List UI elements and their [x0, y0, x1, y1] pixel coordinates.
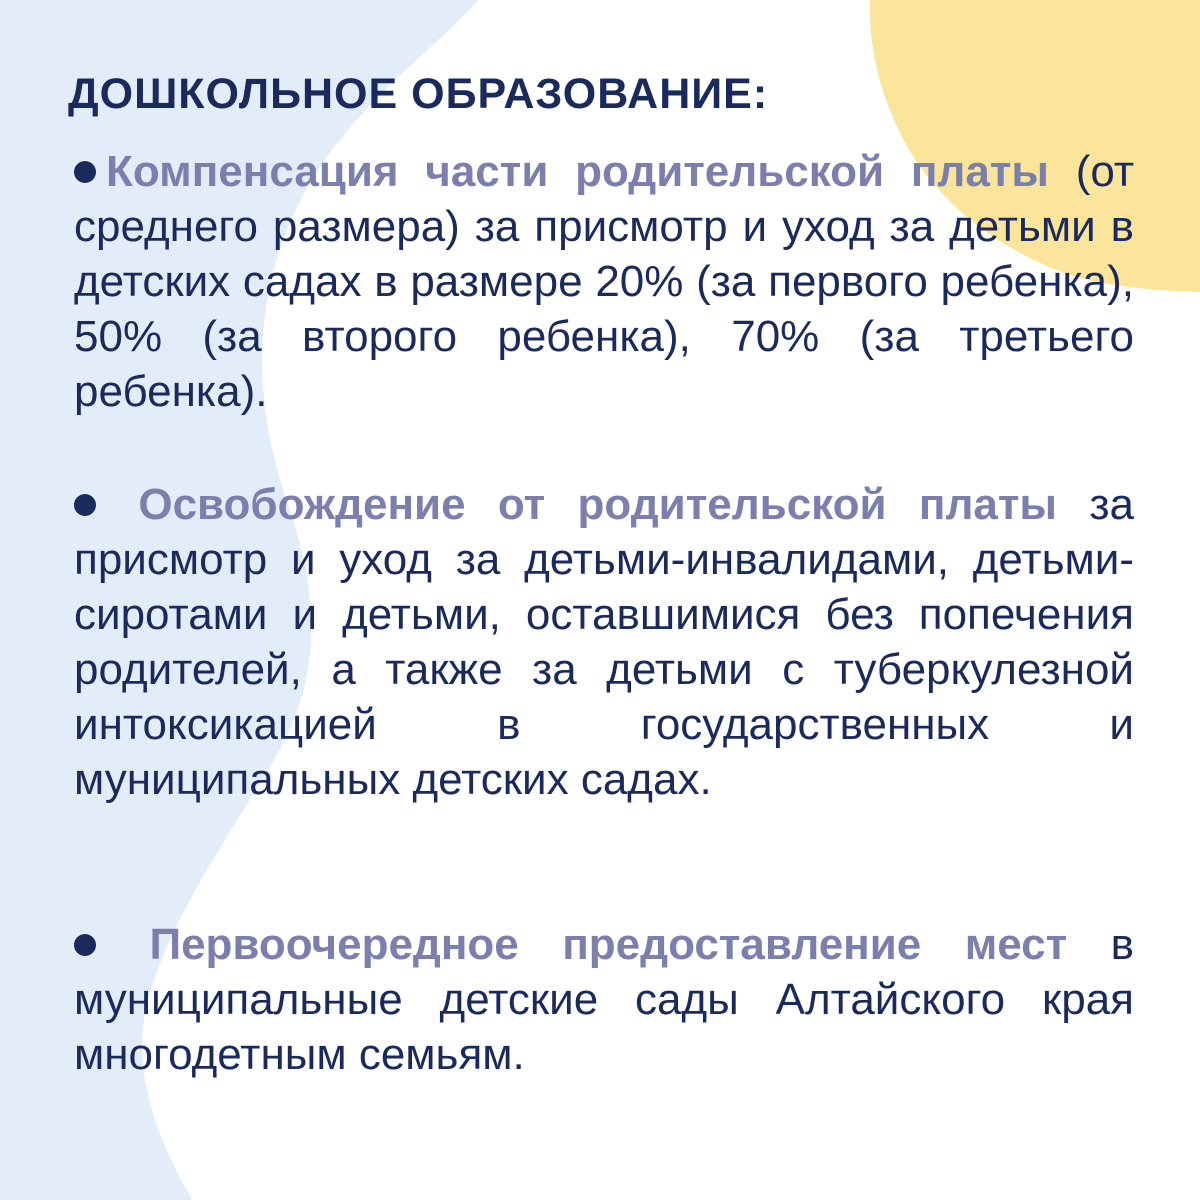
item-lead: Освобождение от родительской платы — [138, 480, 1058, 529]
list-item — [74, 144, 1134, 419]
bullet-dot-icon — [74, 161, 96, 183]
item-text: в муниципальные детские сады Алтайского края многодетным семьям. — [74, 920, 1134, 1079]
item-lead: Первоочередное предоставление мест — [149, 920, 1068, 969]
list-item — [74, 917, 1134, 1082]
bullet-dot-icon — [74, 494, 96, 516]
item-text: (от среднего размера) за присмотр и уход за детьми в детских садах в размере 20% (за первого ребенка), 50% (за второго ребенка), 70% (за третьего ребенка). — [74, 147, 1134, 416]
item-lead: Компенсация части родительской платы — [106, 147, 1049, 196]
item-text: за присмотр и уход за детьми-инвалидами, детьми-сиротами и детьми, оставшимися без попечения родителей, а также за детьми с туберкулезной интоксикацией в государственных и муниципальных детских садах. — [74, 480, 1135, 804]
bullet-dot-icon — [74, 934, 96, 956]
page-title: ДОШКОЛЬНОЕ ОБРАЗОВАНИЕ: — [68, 70, 769, 118]
list-item — [74, 477, 1134, 807]
